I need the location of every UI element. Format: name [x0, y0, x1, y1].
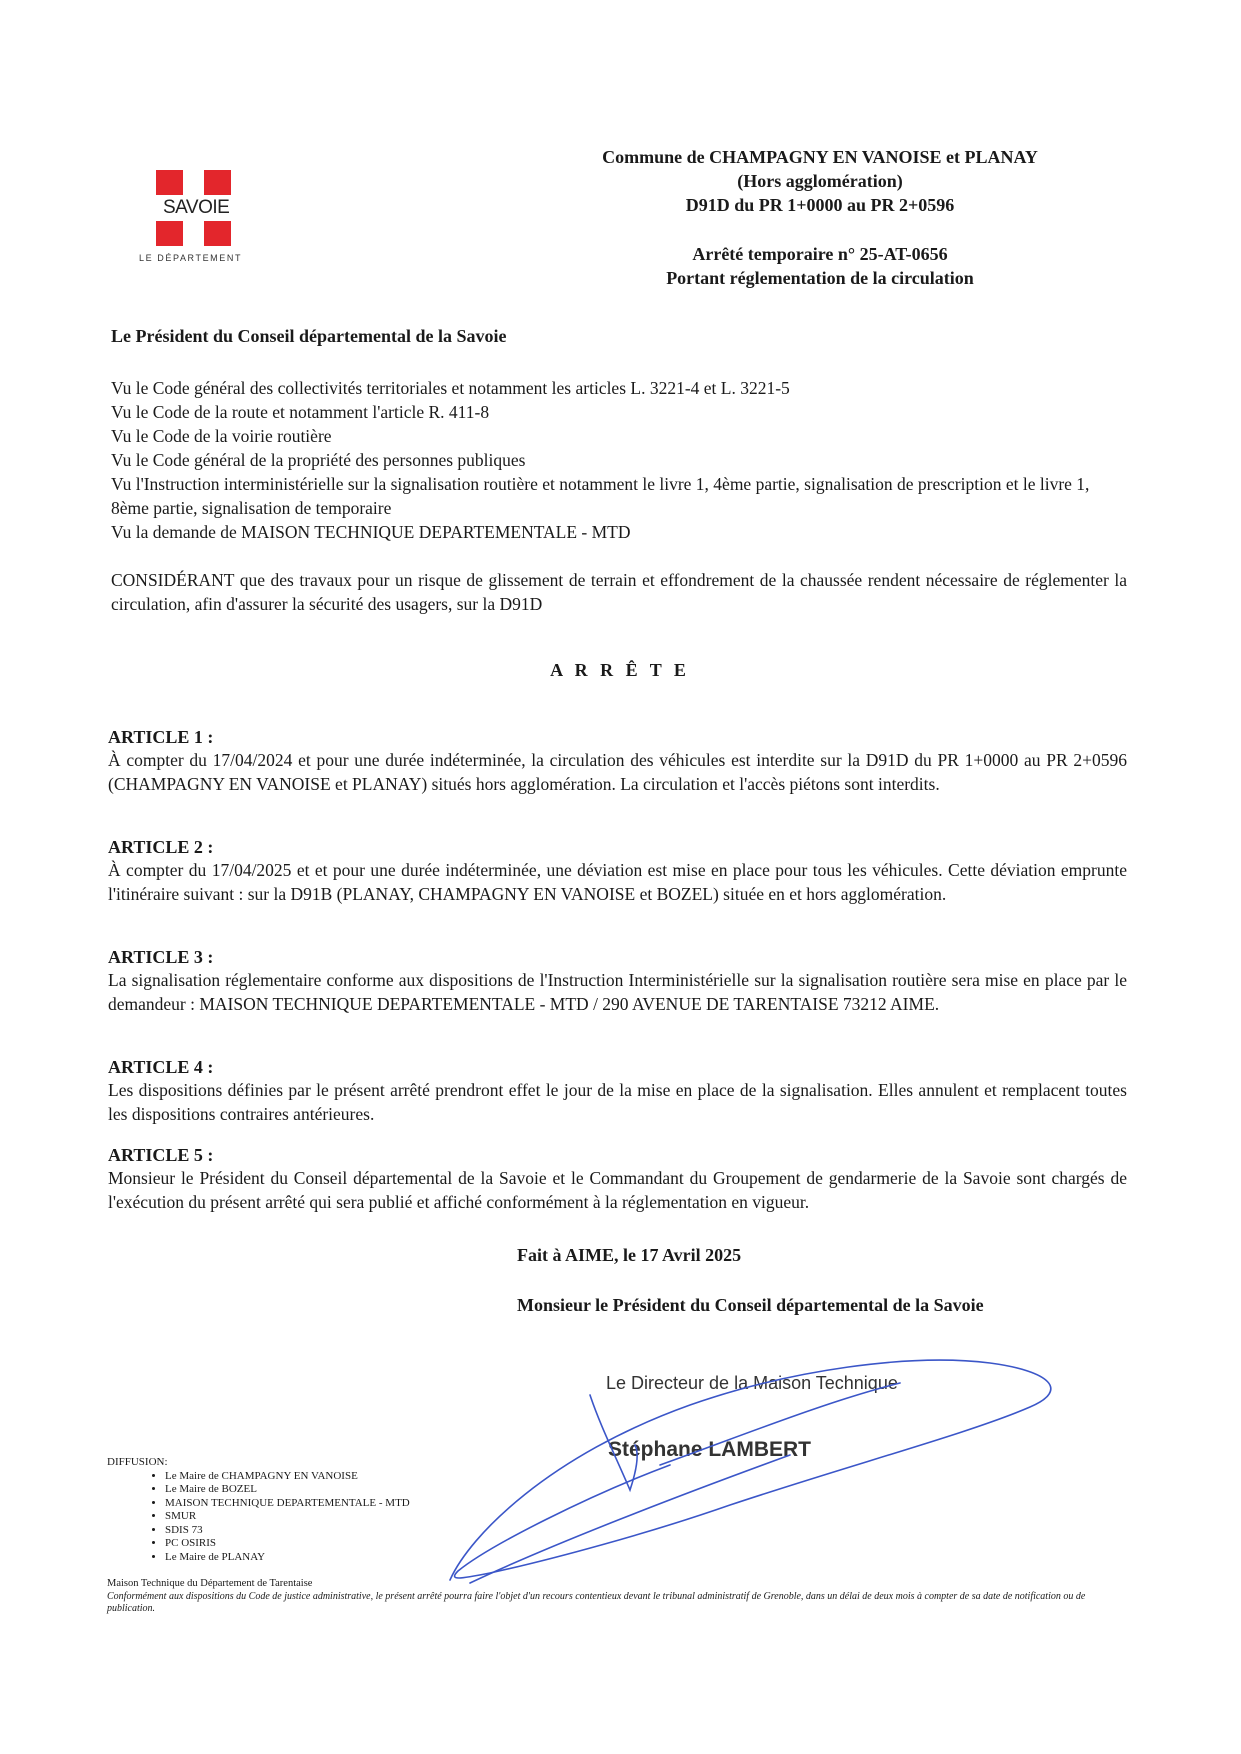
logo-wordmark: SAVOIE: [163, 197, 230, 218]
diffusion-item: • SDIS 73: [165, 1524, 507, 1538]
president-title: Le Président du Conseil départemental de la Savoie: [111, 326, 507, 346]
article-4: [108, 1057, 1127, 1145]
logo-square-bottom-left: [156, 221, 183, 246]
diffusion: [107, 1456, 507, 1564]
diffusion-item: • Le Maire de BOZEL: [165, 1483, 507, 1497]
footer-issuer: Maison Technique du Département de Tarentaise: [107, 1578, 313, 1589]
vu-list: [111, 376, 1127, 544]
footer-legal: Conformément aux dispositions du Code de justice administrative, le présent arrêté pourra faire l'objet d'un recours contentieux devant le tribunal administratif de Grenoble, dans un délai de deux mois à compter de sa date de notification ou de publication.: [107, 1591, 1086, 1614]
vu-item: Vu le Code de la voirie routière: [111, 426, 332, 446]
header-subject: Portant réglementation de la circulation: [666, 268, 974, 288]
header-commune: Commune de CHAMPAGNY EN VANOISE et PLANAY: [602, 147, 1038, 167]
article-text: La signalisation réglementaire conforme aux dispositions de l'Instruction Interministérielle sur la signalisation routière sera mise en place par le demandeur : MAISON TECHNIQUE DEPARTEMENTALE - MTD / 290 AVENUE DE TARENTAISE 73212 AIME.: [108, 970, 1127, 1014]
diffusion-item: • SMUR: [165, 1510, 507, 1524]
articles: [108, 727, 1127, 1214]
signature-name: Stéphane LAMBERT: [608, 1438, 812, 1461]
article-text: Monsieur le Président du Conseil départemental de la Savoie et le Commandant du Groupement de gendarmerie de la Savoie sont chargés de l'exécution du présent arrêté qui sera publié et affiché conformément à la réglementation en vigueur.: [108, 1168, 1127, 1212]
vu-item: Vu le Code général des collectivités territoriales et notamment les articles L. 3221-4 et L. 3221-5: [111, 378, 790, 398]
arrete-heading: A R R Ê T E: [550, 660, 690, 680]
header-road: D91D du PR 1+0000 au PR 2+0596: [685, 195, 955, 215]
diffusion-item: • PC OSIRIS: [165, 1537, 507, 1551]
article-text: Les dispositions définies par le présent arrêté prendront effet le jour de la mise en place de la signalisation. Elles annulent et remplacent toutes les dispositions contraires antérieures.: [108, 1080, 1127, 1124]
article-title: ARTICLE 1 :: [108, 727, 214, 747]
article-title: ARTICLE 3 :: [108, 947, 214, 967]
signature-role: Le Directeur de la Maison Technique: [606, 1373, 898, 1393]
article-2: [108, 837, 1127, 947]
logo-square-bottom-right: [204, 221, 231, 246]
vu-item: Vu le Code général de la propriété des personnes publiques: [111, 450, 526, 470]
header-zone: (Hors agglomération): [737, 171, 903, 191]
article-3: [108, 947, 1127, 1057]
vu-item: Vu la demande de MAISON TECHNIQUE DEPARTEMENTALE - MTD: [111, 522, 631, 542]
diffusion-item: • Le Maire de CHAMPAGNY EN VANOISE: [165, 1470, 507, 1484]
article-title: ARTICLE 5 :: [108, 1145, 214, 1165]
article-text: À compter du 17/04/2025 et et pour une durée indéterminée, une déviation est mise en place pour tous les véhicules. Cette déviation emprunte l'itinéraire suivant : sur la D91B (PLANAY, CHAMPAGNY EN VANOISE et BOZEL) située en et hors agglomération.: [108, 860, 1127, 904]
article-1: [108, 727, 1127, 837]
header-arrete-number: Arrêté temporaire n° 25-AT-0656: [692, 244, 948, 264]
article-text: À compter du 17/04/2024 et pour une durée indéterminée, la circulation des véhicules est interdite sur la D91D du PR 1+0000 au PR 2+0596 (CHAMPAGNY EN VANOISE et PLANAY) situés hors agglomération. La circulation et l'accès piétons sont interdits.: [108, 750, 1127, 794]
fait-a: Fait à AIME, le 17 Avril 2025: [517, 1245, 742, 1265]
diffusion-item: • Le Maire de PLANAY: [165, 1551, 507, 1565]
diffusion-title: DIFFUSION:: [107, 1456, 168, 1468]
logo-subtitle: LE DÉPARTEMENT: [139, 253, 243, 263]
article-title: ARTICLE 2 :: [108, 837, 214, 857]
considerant: CONSIDÉRANT que des travaux pour un risque de glissement de terrain et effondrement de la chaussée rendent nécessaire de réglementer la circulation, afin d'assurer la sécurité des usagers, sur la D91D: [111, 570, 1127, 614]
logo-square-top-left: [156, 170, 183, 195]
logo-square-top-right: [204, 170, 231, 195]
article-title: ARTICLE 4 :: [108, 1057, 214, 1077]
article-5: [108, 1145, 1127, 1214]
handwritten-signature: [430, 1345, 1090, 1595]
diffusion-item: • MAISON TECHNIQUE DEPARTEMENTALE - MTD: [165, 1497, 507, 1511]
vu-item: Vu l'Instruction interministérielle sur la signalisation routière et notamment le livre 1, 4ème partie, signalisation de prescription et le livre 1, 8ème partie, signalisation de temporaire: [111, 474, 1090, 518]
signatory-office: Monsieur le Président du Conseil départemental de la Savoie: [517, 1295, 984, 1315]
vu-item: Vu le Code de la route et notamment l'article R. 411-8: [111, 402, 490, 422]
